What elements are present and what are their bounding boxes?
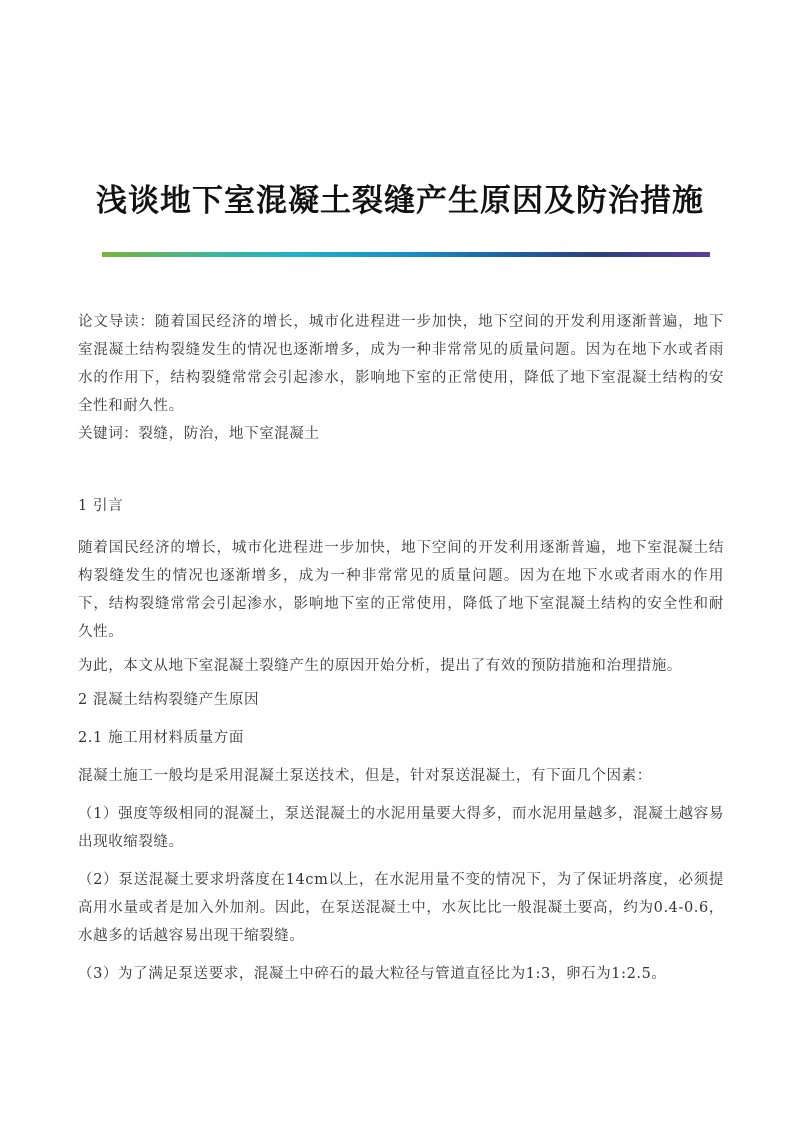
abstract-paragraph: [78, 308, 724, 420]
keywords-text: 裂缝，防治，地下室混凝土: [138, 426, 320, 442]
material-quality-intro: 混凝土施工一般均是采用混凝土泵送技术，但是，针对泵送混凝土，有下面几个因素：: [78, 768, 652, 784]
introduction-paragraph-2: 为此，本文从地下室混凝土裂缝产生的原因开始分析，提出了有效的预防措施和治理措施。: [78, 658, 682, 674]
abstract-label: 论文导读：: [78, 314, 155, 330]
section-heading-crack-causes: 2 混凝土结构裂缝产生原因: [78, 692, 260, 708]
keywords-label: 关键词：: [78, 426, 139, 442]
document-title: 浅谈地下室混凝土裂缝产生原因及防治措施: [96, 182, 704, 219]
document-body: [78, 308, 724, 988]
list-item-1: （1）强度等级相同的混凝土，泵送混凝土的水泥用量要大得多，而水泥用量越多，混凝土越容易出现收缩裂缝。: [78, 806, 724, 850]
title-divider: [102, 252, 710, 257]
list-item-2: （2）泵送混凝土要求坍落度在14cm以上，在水泥用量不变的情况下，为了保证坍落度，必须提高用水量或者是加入外加剂。因此，在泵送混凝土中，水灰比比一般混凝土要高，约为0.4-0.6，水越多的话越容易出现干缩裂缝。: [78, 872, 724, 944]
section-heading-introduction: 1 引言: [78, 498, 124, 514]
subsection-heading-material-quality: 2.1 施工用材料质量方面: [78, 730, 244, 746]
keywords-line: [78, 420, 724, 448]
list-item-3: （3）为了满足泵送要求，混凝土中碎石的最大粒径与管道直径比为1:3，卵石为1:2.5。: [78, 966, 667, 982]
introduction-paragraph-1: 随着国民经济的增长，城市化进程进一步加快，地下空间的开发利用逐渐普遍，地下室混凝土结构裂缝发生的情况也逐渐增多，成为一种非常常见的质量问题。因为在地下水或者雨水的作用下，结构裂缝常常会引起渗水，影响地下室的正常使用，降低了地下室混凝土结构的安全性和耐久性。: [78, 540, 724, 640]
abstract-text: 随着国民经济的增长，城市化进程进一步加快，地下空间的开发利用逐渐普遍，地下室混凝土结构裂缝发生的情况也逐渐增多，成为一种非常常见的质量问题。因为在地下水或者雨水的作用下，结构裂缝常常会引起渗水，影响地下室的正常使用，降低了地下室混凝土结构的安全性和耐久性。: [78, 314, 725, 414]
